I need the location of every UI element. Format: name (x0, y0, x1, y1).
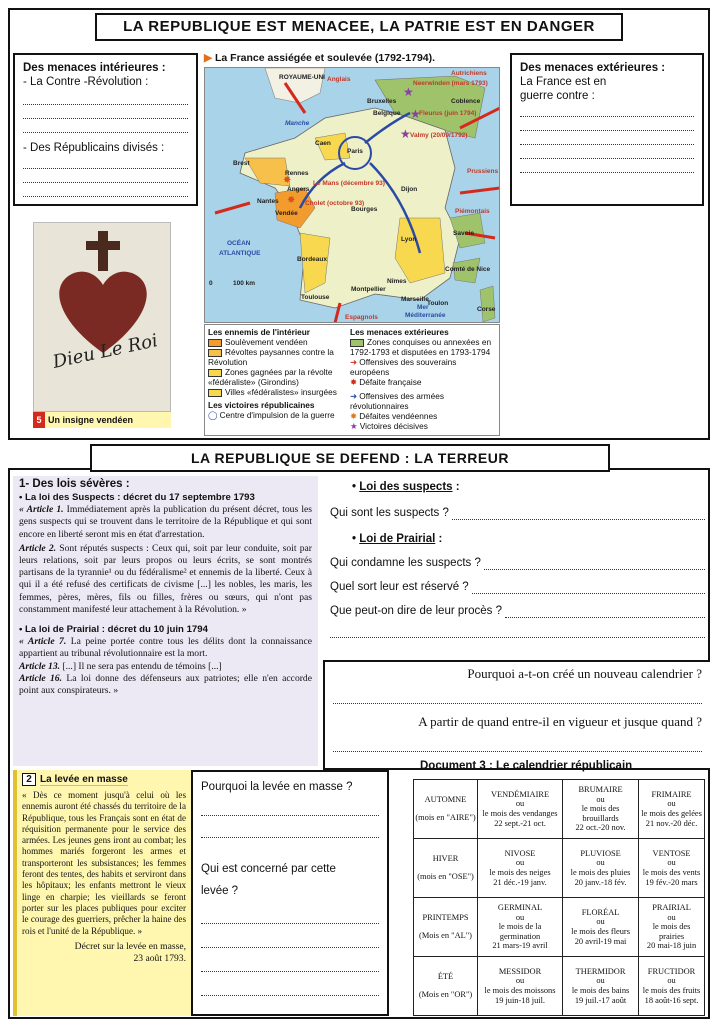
map-label: Angers (287, 186, 310, 193)
map-label: OCÉAN (227, 240, 251, 247)
map-label: Manche (285, 120, 310, 127)
map-label: Bourges (351, 206, 378, 213)
season-cell (414, 780, 478, 839)
answer-line[interactable] (333, 690, 702, 704)
map-label: Prussiens (467, 168, 499, 175)
month-dates: 20 janv.-18 fév. (574, 877, 627, 887)
victory-star-icon: ★ (410, 107, 421, 121)
season-name: AUTOMNE (424, 795, 467, 805)
map-label: Caen (315, 140, 331, 147)
month-dates: 21 mars-19 avril (492, 941, 548, 951)
month-meaning: le mois des moissons (484, 986, 556, 995)
insigne-caption-text: Un insigne vendéen (48, 415, 134, 425)
legend-item: ✸ Défaites vendéennes (350, 411, 438, 421)
prairial-article16: Article 16. La loi donne des défenseurs aux patriotes; elle n'en accorde point aux conspirateurs. » (19, 672, 312, 697)
season-cell (414, 839, 478, 898)
interior-threats-box (13, 53, 198, 206)
season-suffix: (Mois en "AL") (419, 931, 472, 940)
map-label: Bordeaux (297, 256, 327, 263)
map-legend (204, 324, 500, 436)
or-word: ou (667, 858, 676, 868)
month-cell (563, 898, 639, 957)
map-label: Lyon (401, 236, 417, 243)
calendar-row (414, 957, 705, 1016)
circle-arrow-icon: ◯ (208, 410, 218, 420)
map-label: Rennes (285, 170, 309, 177)
season-suffix: (mois en "OSE") (417, 872, 474, 881)
month-cell (639, 839, 705, 898)
season-suffix: (mois en "AIRE") (415, 813, 476, 822)
blue-arrow-icon: ➜ (350, 391, 357, 401)
contre-revolution-label: - La Contre -Révolution : (23, 76, 149, 88)
calendar-table (413, 779, 705, 1016)
suspects-article2: Article 2. Sont réputés suspects : Ceux qui, soit par leur conduite, soit par leurs relations, soit par leurs propos ou leurs écrits, se sont montrés partisans de la tyrannie¹ ou du fédéralisme² et ennemis de la liberté. Ceux à qui il a été refusé des certificats de civisme [...] les nobles, les maris, les femmes, pères, mères, fils ou filles, frères ou sœurs, qui n'ont pas constamment manifesté leur attachement à la Révolution. » (19, 542, 312, 615)
answer-line[interactable] (484, 556, 705, 570)
map-label: Paris (347, 148, 363, 155)
calendar-title: Document 3 : Le calendrier républicain (420, 760, 633, 772)
month-meaning: le mois des brouillards (581, 804, 620, 823)
answer-line[interactable] (201, 824, 379, 838)
or-word: ou (515, 912, 525, 922)
map-label: Brest (233, 160, 250, 167)
month-dates: 19 juil.-17 août (574, 995, 627, 1005)
insigne-caption (33, 412, 171, 428)
or-word: ou (596, 858, 605, 868)
or-word: ou (667, 976, 676, 986)
exterior-threats-box (510, 53, 704, 206)
answer-line[interactable] (201, 982, 379, 996)
legend-item: ➜ Offensives des armées révolutionnaires (350, 391, 444, 411)
map-label: Le Mans (décembre 93) (313, 180, 385, 187)
levee-source: Décret sur la levée en masse, (74, 940, 186, 952)
season-name: HIVER (432, 854, 459, 864)
month-name: FLORÉAL (581, 907, 620, 917)
month-cell (639, 898, 705, 957)
map-label: Belgique (373, 110, 401, 117)
answer-line[interactable] (520, 159, 694, 173)
victory-star-icon: ★ (400, 127, 411, 141)
month-name: MESSIDOR (498, 966, 542, 976)
calendar-row (414, 839, 705, 898)
month-dates: 19 fév.-20 mars (645, 877, 698, 887)
answer-line[interactable] (520, 145, 694, 159)
month-dates: 21 nov.-20 déc. (645, 818, 698, 828)
question-sort: Quel sort leur est réservé ? (330, 580, 705, 594)
doc-number-badge: 5 (33, 412, 45, 428)
month-cell (478, 780, 563, 839)
month-meaning: le mois de la germination (498, 922, 542, 941)
map-label: Autrichiens (451, 70, 487, 77)
month-dates: 18 août-16 sept. (644, 995, 699, 1005)
map-label: Nantes (257, 198, 279, 205)
answer-line[interactable] (452, 506, 705, 520)
map-label: Valmy (20/09/1792) (410, 132, 468, 139)
answer-line[interactable] (23, 183, 188, 197)
lois-document (13, 476, 318, 766)
month-meaning: le mois des fruits (642, 986, 701, 995)
map-label: Dijon (401, 186, 418, 193)
answer-line[interactable] (520, 131, 694, 145)
legend-item: ➜ Offensives des souverains européens (350, 357, 457, 377)
map-label: Coblence (451, 98, 481, 105)
enemy-arrow (215, 203, 250, 213)
map-label: Montpellier (351, 286, 386, 293)
victory-star-icon: ★ (403, 85, 414, 99)
map-label: Anglais (327, 76, 351, 83)
question-calendar-why: Pourquoi a-t-on créé un nouveau calendrier ? (467, 666, 702, 681)
month-meaning: le mois des prairies (652, 922, 691, 941)
month-name: VENTOSE (652, 848, 691, 858)
levee-document (13, 770, 191, 1016)
legend-item: ★ Victoires décisives (350, 421, 428, 431)
month-meaning: le mois des fleurs (571, 927, 630, 936)
answer-line[interactable] (333, 738, 702, 752)
map-label: Nîmes (387, 278, 407, 285)
map-label: Neerwinden (mars 1793) (413, 80, 488, 87)
month-name: GERMINAL (497, 903, 543, 913)
legend-item: ✸ Défaite française (350, 377, 422, 387)
answer-line[interactable] (330, 624, 705, 638)
or-word: ou (596, 794, 605, 804)
calendar-row (414, 780, 705, 839)
month-cell (478, 839, 563, 898)
question-levee-why: Pourquoi la levée en masse ? (201, 781, 353, 793)
or-word: ou (667, 912, 676, 922)
month-name: PLUVIOSE (580, 848, 621, 858)
month-dates: 20 mai-18 juin (646, 941, 697, 951)
legend-title: Les ennemis de l'intérieur (208, 327, 311, 337)
levee-title: La levée en masse (40, 774, 128, 785)
month-name: FRUCTIDOR (647, 966, 696, 976)
map-label: Toulouse (301, 294, 330, 301)
map-label: Piémontais (455, 208, 490, 215)
month-meaning: le mois des gelées (641, 809, 702, 818)
map-label: Marseille (401, 296, 429, 303)
or-word: ou (667, 799, 676, 809)
suspects-article1: « Article 1. Immédiatement après la publication du présent décret, tous les gens suspects qui se trouvent dans le territoire de la République et qui sont encore en liberté seront mis en état d'arrestation. (19, 504, 313, 540)
answer-line[interactable] (472, 580, 705, 594)
answer-line[interactable] (23, 119, 188, 133)
insigne-motto: Dieu Le Roi (50, 330, 160, 373)
answer-line[interactable] (23, 105, 188, 119)
map-label: ATLANTIQUE (219, 250, 261, 257)
map-title-text: La France assiégée et soulevée (1792-1794). (215, 52, 436, 64)
month-dates: 22 oct.-20 nov. (575, 823, 626, 833)
calendar-questions-box (323, 660, 710, 770)
loi-suspects-heading: • Loi des suspects : (352, 481, 460, 493)
or-word: ou (515, 799, 525, 809)
levee-text: « Dès ce moment jusqu'à celui où les ennemis auront été chassés du territoire de la République, tous les Français sont en état de réquisition permanente pour le service des armées. Les jeunes gens iront au combat; les hommes mariés forgeront les armes et transporteront les subsistances; les femmes feront des tentes, des habits et serviront dans les hôpitaux; les enfants mettront le vieux linge en charpie; les vieillards se feront porter sur les places publiques pour exciter le courage des guerriers, prêcher la haine des rois et l'unité de la République. » (22, 790, 186, 936)
answer-line[interactable] (201, 802, 379, 816)
map-label: Comté de Nice (445, 266, 491, 273)
defeat-icon: ✸ (287, 195, 296, 206)
legend-item: Villes «fédéralistes» insurgées (208, 387, 348, 397)
law-questions (330, 480, 705, 650)
insigne-image (33, 222, 171, 412)
legend-item: Révoltes paysannes contre la Révolution (208, 347, 334, 367)
suspects-title: • La loi des Suspects : décret du 17 septembre 1793 (19, 492, 255, 503)
month-meaning: le mois des bains (571, 986, 630, 995)
month-name: NIVOSE (504, 848, 536, 858)
month-name: BRUMAIRE (578, 785, 623, 795)
map-label: Corse (477, 306, 496, 313)
legend-item: Soulèvement vendéen (208, 337, 348, 347)
or-word: ou (515, 858, 525, 868)
legend-title: Les menaces extérieures (350, 327, 449, 337)
levee-date: 23 août 1793. (133, 953, 186, 965)
month-dates: 20 avril-19 mai (574, 936, 627, 946)
season-name: ÉTÉ (437, 972, 454, 982)
map-label: Espagnols (345, 314, 378, 321)
levee-heading (22, 773, 186, 786)
or-word: ou (515, 976, 525, 986)
map-label: Mer (417, 304, 429, 311)
question-suspects: Qui sont les suspects ? (330, 506, 705, 520)
month-cell (639, 780, 705, 839)
arrow-icon: ▶ (204, 52, 213, 64)
answer-line[interactable] (23, 91, 188, 105)
answer-line[interactable] (505, 604, 705, 618)
explosion-icon: ✸ (350, 377, 357, 387)
question-levee-who: Qui est concerné par cette levée ? (201, 863, 336, 897)
corse-land (480, 286, 495, 322)
season-cell (414, 898, 478, 957)
season-cell (414, 957, 478, 1016)
question-condamne: Qui condamne les suspects ? (330, 556, 705, 570)
interior-heading: Des menaces intérieures : (23, 62, 166, 74)
month-cell (478, 898, 563, 957)
map-label: Cholet (octobre 93) (305, 200, 365, 207)
month-dates: 19 juin-18 juil. (495, 995, 546, 1005)
or-word: ou (596, 917, 605, 927)
map-label: 100 km (233, 280, 256, 287)
answer-line[interactable] (201, 934, 379, 948)
legend-item: Zones conquises ou annexées en 1792-1793 et disputées en 1793-1794 (350, 337, 492, 357)
month-cell (563, 957, 639, 1016)
map-label: Bruxelles (367, 98, 397, 105)
month-cell (563, 839, 639, 898)
season-suffix: (Mois en "OR") (418, 990, 473, 999)
section2-title: LA REPUBLIQUE SE DEFEND : LA TERREUR (90, 444, 610, 472)
month-name: VENDÉMIAIRE (490, 789, 550, 799)
answer-line[interactable] (201, 910, 379, 924)
prairial-title: • La loi de Prairial : décret du 10 juin 1794 (19, 624, 208, 636)
question-proces: Que peut-on dire de leur procès ? (330, 604, 705, 618)
map-label: Savoie (453, 230, 474, 237)
star-icon: ★ (350, 421, 358, 431)
map-title (204, 52, 435, 64)
month-name: THERMIDOR (575, 966, 626, 976)
legend-item: Zones gagnées par la révolte «fédéraliste» (Girondins) (208, 367, 333, 387)
question-calendar-when: A partir de quand entre-il en vigueur et jusque quand ? (418, 714, 702, 729)
explosion-icon: ✸ (350, 411, 357, 421)
prairial-article13: Article 13. [...] Il ne sera pas entendu de témoins [...] (19, 660, 222, 672)
month-meaning: le mois des vendanges (482, 809, 558, 818)
month-meaning: le mois des neiges (489, 868, 551, 877)
answer-line[interactable] (520, 103, 694, 117)
month-dates: 22 sept.-21 oct. (494, 818, 546, 828)
map-label: Méditerranée (405, 312, 446, 319)
enemy-arrow (460, 188, 500, 193)
red-arrow-icon: ➜ (350, 357, 357, 367)
calendar-row (414, 898, 705, 957)
month-cell (478, 957, 563, 1016)
exterior-text: La France est en guerre contre : (520, 76, 607, 102)
defeat-icon: ✸ (283, 175, 292, 186)
month-meaning: le mois des vents (642, 868, 701, 877)
exterior-heading: Des menaces extérieures : (520, 62, 666, 74)
answer-line[interactable] (201, 958, 379, 972)
month-name: FRIMAIRE (651, 789, 692, 799)
month-name: PRAIRIAL (652, 903, 691, 913)
lois-heading: 1- Des lois sévères : (19, 478, 130, 490)
republicains-divises-label: - Des Républicains divisés : (23, 142, 165, 154)
map-label: Fleurus (juin 1794) (419, 110, 477, 117)
levee-questions-box (191, 770, 389, 1016)
month-dates: 21 déc.-19 janv. (493, 877, 547, 887)
map-label: 0 (209, 280, 213, 287)
section1-title: LA REPUBLIQUE EST MENACEE, LA PATRIE EST EN DANGER (95, 13, 623, 41)
loi-prairial-heading: • Loi de Prairial : (352, 533, 443, 545)
prairial-article7: « Article 7. La peine portée contre tous les délits dont la connaissance appartient au tribunal révolutionnaire est la mort. (19, 636, 312, 660)
map-label: ROYAUME-UNI (279, 74, 325, 81)
season-name: PRINTEMPS (422, 913, 469, 923)
month-cell (639, 957, 705, 1016)
or-word: ou (596, 976, 605, 986)
answer-line[interactable] (23, 169, 188, 183)
answer-line[interactable] (23, 155, 188, 169)
answer-line[interactable] (520, 117, 694, 131)
legend-title: Les victoires républicaines (208, 400, 315, 410)
legend-item: ◯ Centre d'impulsion de la guerre (208, 410, 335, 420)
month-cell (563, 780, 639, 839)
france-map (204, 67, 500, 323)
doc-number-badge: 2 (22, 773, 36, 786)
map-label: Vendée (275, 210, 298, 217)
map-label: Toulon (427, 300, 449, 307)
month-meaning: le mois des pluies (570, 868, 631, 877)
